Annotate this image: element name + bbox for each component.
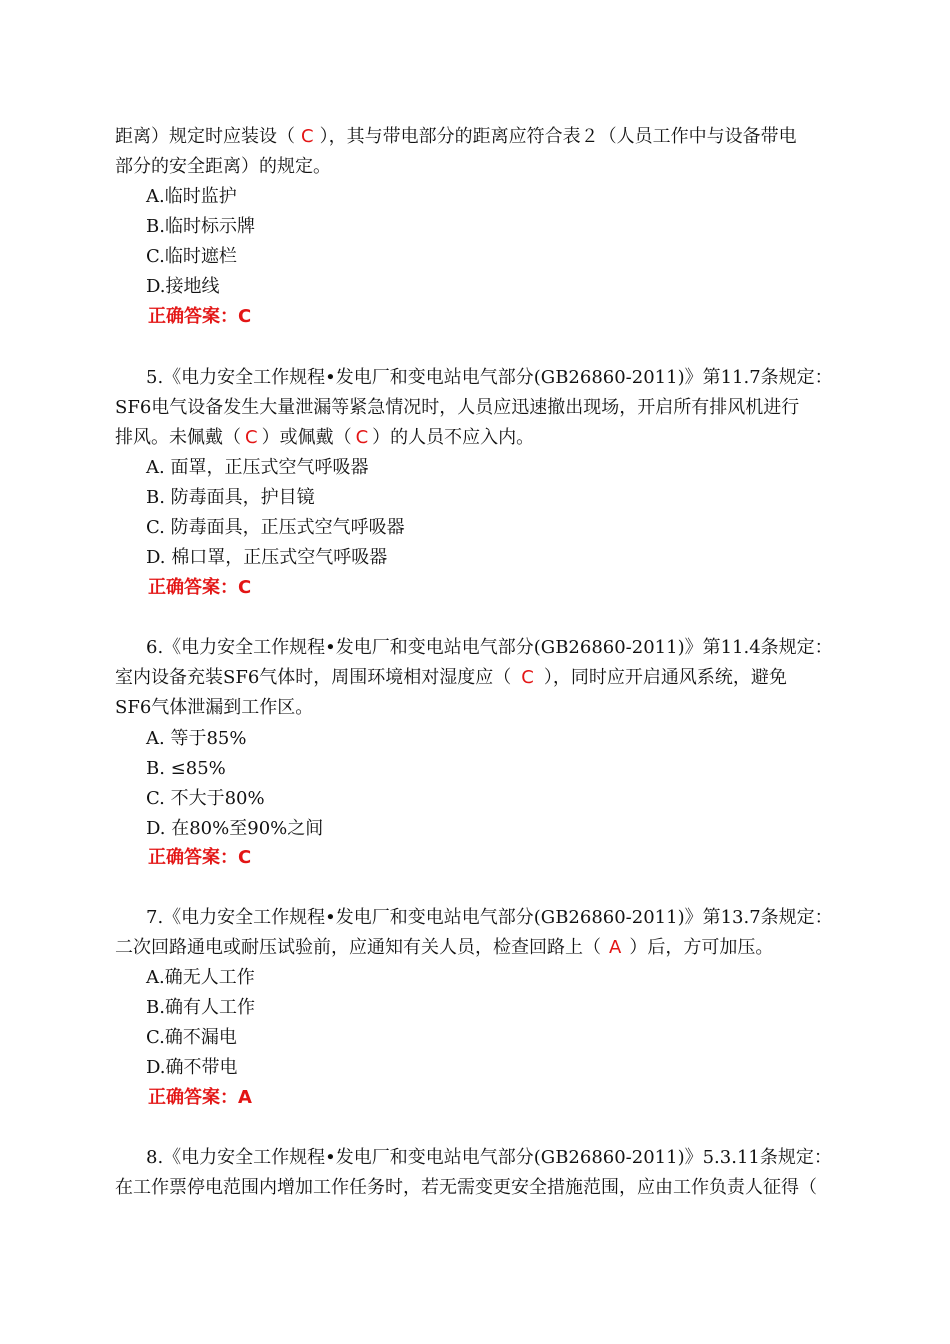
q4-option-a: A.临时监护 [146, 186, 237, 207]
q5-text: 排风。未佩戴（ [115, 427, 241, 448]
q6-text: 室内设备充装SF6气体时，周围环境相对湿度应（ [115, 667, 512, 688]
q5-option-c: C. 防毒面具，正压式空气呼吸器 [146, 517, 405, 538]
q4-correct-answer: 正确答案：C [148, 306, 252, 327]
q5-line-3 [115, 426, 845, 450]
q7-inline-answer: A [609, 937, 622, 958]
q6-option-d: D. 在80%至90%之间 [146, 818, 324, 839]
q5-option-a: A. 面罩，正压式空气呼吸器 [146, 457, 369, 478]
q7-option-b: B.确有人工作 [146, 997, 255, 1018]
q6-text: ），同时应开启通风系统，避免 [543, 667, 787, 688]
q7-correct-answer: 正确答案：A [148, 1087, 252, 1108]
q5-text: ）的人员不应入内。 [372, 427, 535, 448]
q5-inline-answer-2: C [355, 427, 369, 448]
q8-line-2: 在工作票停电范围内增加工作任务时，若无需变更安全措施范围，应由工作负责人征得（ [115, 1177, 817, 1198]
q7-text: ）后，方可加压。 [629, 937, 774, 958]
q5-inline-answer-1: C [245, 427, 258, 448]
q6-line-3: SF6气体泄漏到工作区。 [115, 697, 314, 718]
q5-option-d: D. 棉口罩，正压式空气呼吸器 [146, 547, 388, 568]
q4-line-1 [115, 125, 845, 149]
q6-correct-answer: 正确答案：C [148, 847, 252, 868]
q4-text: 距离）规定时应装设（ [115, 126, 295, 147]
q4-option-d: D.接地线 [146, 276, 220, 297]
q4-option-c: C.临时遮栏 [146, 246, 237, 267]
q4-text: ），其与带电部分的距离应符合表２（人员工作中与设备带电 [319, 126, 797, 147]
q7-option-a: A.确无人工作 [146, 967, 255, 988]
q6-line-2 [115, 666, 845, 690]
q5-line-1: 5.《电力安全工作规程•发电厂和变电站电气部分(GB26860-2011)》第11.7条规定： [146, 367, 833, 388]
q4-line-2: 部分的安全距离）的规定。 [115, 156, 331, 177]
q7-text: 二次回路通电或耐压试验前，应通知有关人员，检查回路上（ [115, 937, 601, 958]
q7-option-d: D.确不带电 [146, 1057, 238, 1078]
q6-inline-answer: C [521, 667, 534, 688]
q5-line-2: SF6电气设备发生大量泄漏等紧急情况时，人员应迅速撤出现场，开启所有排风机进行 [115, 397, 800, 418]
q6-option-a: A. 等于85% [146, 728, 247, 749]
q8-line-1: 8.《电力安全工作规程•发电厂和变电站电气部分(GB26860-2011)》5.3.11条规定： [146, 1147, 832, 1168]
q4-option-b: B.临时标示牌 [146, 216, 255, 237]
q7-option-c: C.确不漏电 [146, 1027, 237, 1048]
q7-line-2 [115, 936, 845, 960]
q6-option-b: B. ≤85% [146, 758, 226, 779]
q7-line-1: 7.《电力安全工作规程•发电厂和变电站电气部分(GB26860-2011)》第13.7条规定： [146, 907, 833, 928]
q5-option-b: B. 防毒面具，护目镜 [146, 487, 315, 508]
q6-option-c: C. 不大于80% [146, 788, 265, 809]
q6-line-1: 6.《电力安全工作规程•发电厂和变电站电气部分(GB26860-2011)》第11.4条规定： [146, 637, 833, 658]
q4-inline-answer: C [301, 126, 314, 147]
q5-correct-answer: 正确答案：C [148, 577, 252, 598]
q5-text: ）或佩戴（ [261, 427, 352, 448]
